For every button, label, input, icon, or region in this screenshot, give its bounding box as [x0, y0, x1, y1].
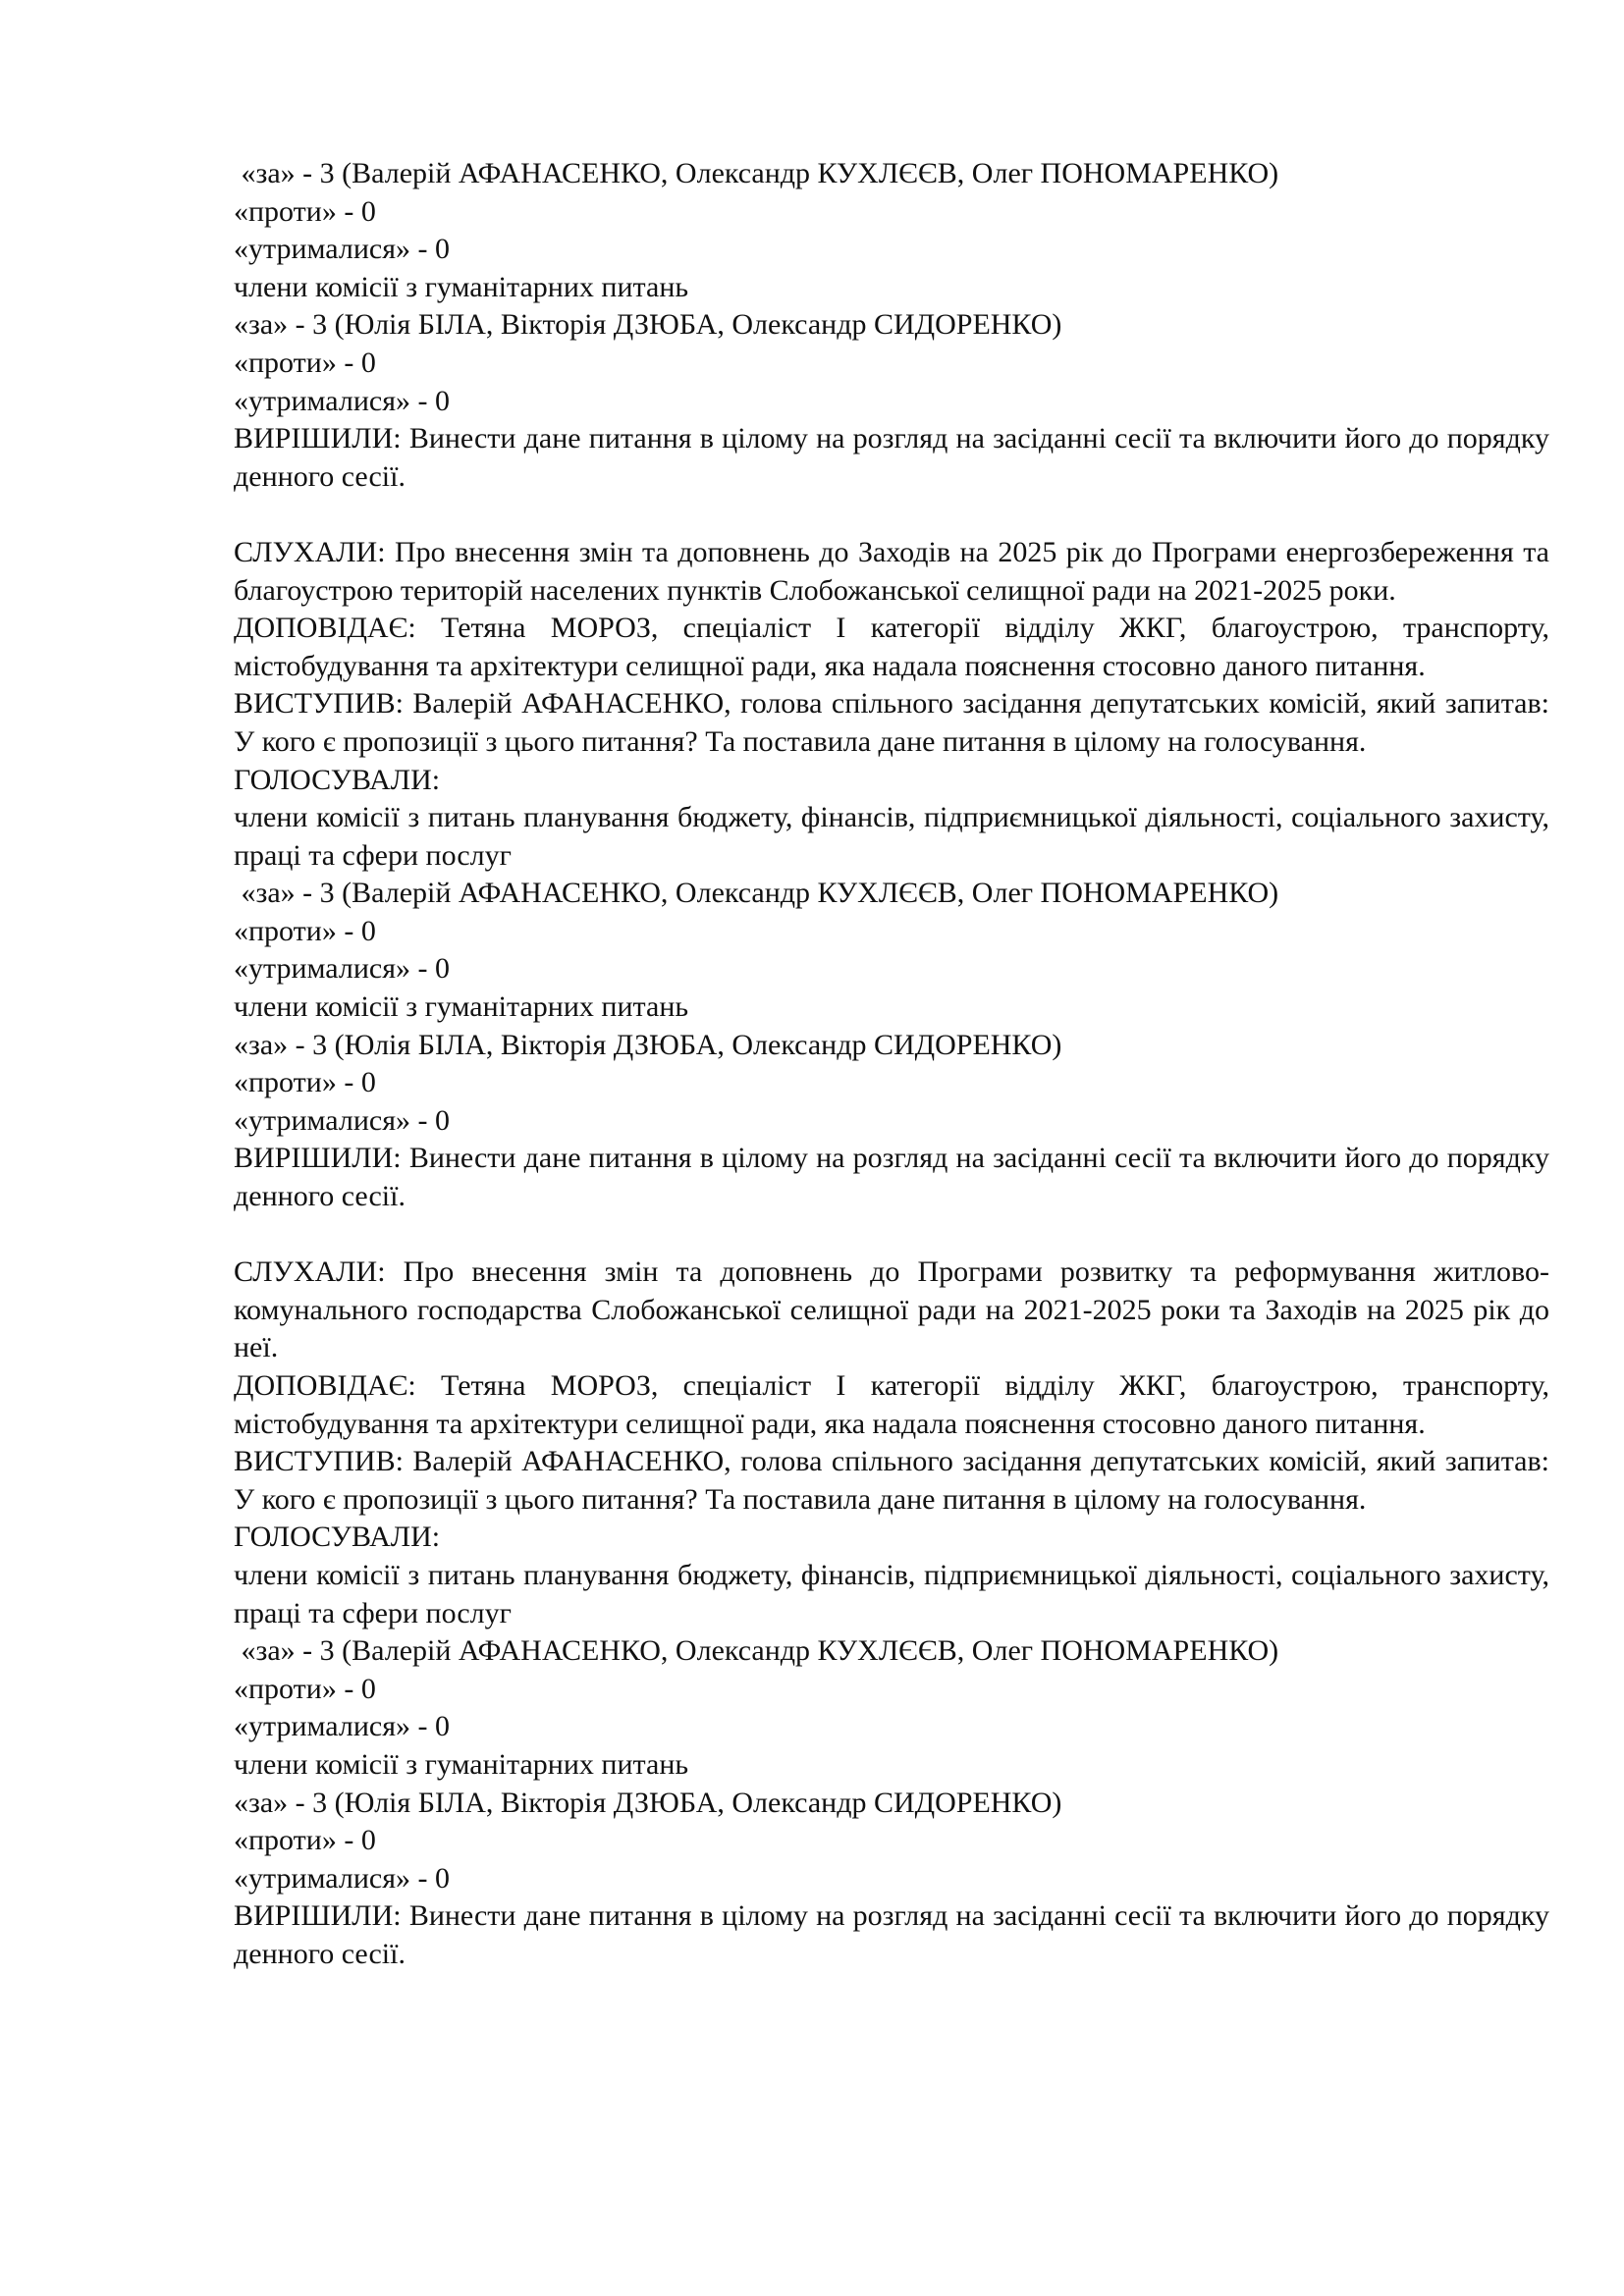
heard-text: СЛУХАЛИ: Про внесення змін та доповнень до Заходів на 2025 рік до Програми енергозбереження та благоустрою територій населених пунктів Слобожанської селищної ради на 2021-2025 роки. — [234, 535, 1549, 607]
vote-for-budget-committee: «за» - 3 (Валерій АФАНАСЕНКО, Олександр КУХЛЄЄВ, Олег ПОНОМАРЕНКО) — [234, 157, 1279, 189]
vote-against-budget-committee: «проти» - 0 — [234, 1672, 376, 1705]
humanitarian-committee-label: члени комісії з гуманітарних питань — [234, 990, 689, 1024]
vote-against-humanitarian-committee: «проти» - 0 — [234, 346, 376, 379]
speaker-text: ВИСТУПИВ: Валерій АФАНАСЕНКО, голова спільного засідання депутатських комісій, який запитав: У кого є пропозиції з цього питання? Та поставила дане питання в цілому на голосування. — [234, 1445, 1549, 1516]
vote-block-top — [234, 155, 1549, 496]
decision-text: ВИРІШИЛИ: Винести дане питання в цілому на розгляд на засіданні сесії та включити його до порядку денного сесії. — [234, 1142, 1549, 1213]
voted-heading: ГОЛОСУВАЛИ: — [234, 763, 441, 796]
humanitarian-committee-label: члени комісії з гуманітарних питань — [234, 1747, 689, 1781]
vote-against-budget-committee: «проти» - 0 — [234, 194, 376, 228]
paragraph-gap — [234, 496, 1549, 534]
agenda-item-1 — [234, 534, 1549, 1216]
decision-text: ВИРІШИЛИ: Винести дане питання в цілому на розгляд на засіданні сесії та включити його до порядку денного сесії. — [234, 422, 1549, 493]
decision-text: ВИРІШИЛИ: Винести дане питання в цілому на розгляд на засіданні сесії та включити його до порядку денного сесії. — [234, 1899, 1549, 1970]
budget-committee-label: члени комісії з питань планування бюджету, фінансів, підприємницької діяльності, соціального захисту, праці та сфери послуг — [234, 1558, 1549, 1629]
vote-abstain-budget-committee: «утрималися» - 0 — [234, 1710, 451, 1743]
vote-abstain-budget-committee: «утрималися» - 0 — [234, 233, 451, 266]
reporter-text: ДОПОВІДАЄ: Тетяна МОРОЗ, спеціаліст І категорії відділу ЖКГ, благоустрою, транспорту, містобудування та архітектури селищної ради, яка надала пояснення стосовно даного питання. — [234, 612, 1549, 682]
vote-abstain-humanitarian-committee: «утрималися» - 0 — [234, 1861, 451, 1895]
voted-heading: ГОЛОСУВАЛИ: — [234, 1521, 441, 1554]
vote-for-budget-committee: «за» - 3 (Валерій АФАНАСЕНКО, Олександр КУХЛЄЄВ, Олег ПОНОМАРЕНКО) — [234, 1634, 1279, 1668]
vote-for-humanitarian-committee: «за» - 3 (Юлія БІЛА, Вікторія ДЗЮБА, Олександр СИДОРЕНКО) — [234, 1786, 1062, 1819]
agenda-item-2 — [234, 1254, 1549, 1973]
vote-against-budget-committee: «проти» - 0 — [234, 914, 376, 947]
vote-abstain-budget-committee: «утрималися» - 0 — [234, 952, 451, 986]
heard-text: СЛУХАЛИ: Про внесення змін та доповнень до Програми розвитку та реформування житлово-комунального господарства Слобожанської селищної ради на 2021-2025 роки та Заходів на 2025 рік до неї. — [234, 1255, 1549, 1364]
speaker-text: ВИСТУПИВ: Валерій АФАНАСЕНКО, голова спільного засідання депутатських комісій, який запитав: У кого є пропозиції з цього питання? Та поставила дане питання в цілому на голосування. — [234, 687, 1549, 758]
vote-for-humanitarian-committee: «за» - 3 (Юлія БІЛА, Вікторія ДЗЮБА, Олександр СИДОРЕНКО) — [234, 1028, 1062, 1061]
reporter-text: ДОПОВІДАЄ: Тетяна МОРОЗ, спеціаліст І категорії відділу ЖКГ, благоустрою, транспорту, містобудування та архітектури селищної ради, яка надала пояснення стосовно даного питання. — [234, 1369, 1549, 1440]
vote-for-humanitarian-committee: «за» - 3 (Юлія БІЛА, Вікторія ДЗЮБА, Олександр СИДОРЕНКО) — [234, 308, 1062, 342]
paragraph-gap — [234, 1216, 1549, 1255]
vote-against-humanitarian-committee: «проти» - 0 — [234, 1824, 376, 1857]
budget-committee-label: члени комісії з питань планування бюджету, фінансів, підприємницької діяльності, соціального захисту, праці та сфери послуг — [234, 801, 1549, 872]
vote-abstain-humanitarian-committee: «утрималися» - 0 — [234, 384, 451, 417]
vote-against-humanitarian-committee: «проти» - 0 — [234, 1066, 376, 1099]
vote-for-budget-committee: «за» - 3 (Валерій АФАНАСЕНКО, Олександр КУХЛЄЄВ, Олег ПОНОМАРЕНКО) — [234, 877, 1279, 910]
vote-abstain-humanitarian-committee: «утрималися» - 0 — [234, 1103, 451, 1137]
humanitarian-committee-label: члени комісії з гуманітарних питань — [234, 270, 689, 303]
document-page — [234, 155, 1549, 1974]
